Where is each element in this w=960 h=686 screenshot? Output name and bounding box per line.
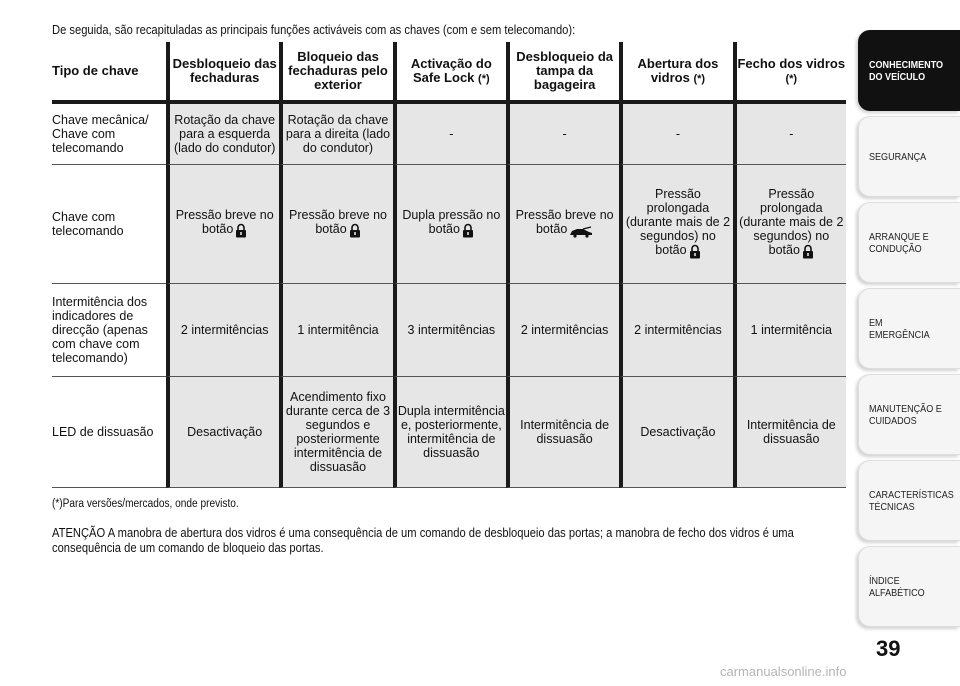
cell-text: Dupla pressão no botão: [402, 207, 501, 236]
table-cell: 3 intermitências: [393, 284, 506, 377]
cell-text: Pressão breve no botão: [175, 207, 274, 236]
tab-caracteristicas-tecnicas[interactable]: CARACTERÍSTICAS TÉCNICAS: [858, 460, 960, 541]
table-cell: -: [619, 104, 732, 165]
car-trunk-icon: [569, 226, 593, 241]
table-cell: [279, 165, 392, 284]
lock-icon: [462, 223, 474, 241]
lock-icon: [349, 223, 361, 241]
footnote: (*)Para versões/mercados, onde previsto.: [52, 498, 239, 510]
tab-indice-alfabetico[interactable]: ÍNDICE ALFABÉTICO: [858, 546, 960, 627]
table-cell: 2 intermitências: [506, 284, 619, 377]
table-row: [52, 165, 846, 284]
table-cell: 1 intermitência: [733, 284, 846, 377]
header-safe-lock: Activação do Safe Lock (*): [393, 42, 506, 104]
table-cell: -: [733, 104, 846, 165]
table-cell: Intermitência de dissuasão: [733, 377, 846, 488]
row-label: Chave mecânica/ Chave com telecomando: [52, 104, 166, 165]
header-window-open: Abertura dos vidros (*): [619, 42, 732, 104]
watermark: carmanualsonline.info: [720, 664, 847, 679]
row-label: Intermitência dos indicadores de direcção (apenas com chave com telecomando): [52, 284, 166, 377]
table-cell: Dupla intermitência e, posteriormente, intermitência de dissuasão: [393, 377, 506, 488]
table-cell: Desactivação: [166, 377, 279, 488]
cell-text: Pressão prolongada (durante mais de 2 segundos) no botão: [625, 186, 731, 257]
table-cell: [166, 165, 279, 284]
table-cell: 2 intermitências: [619, 284, 732, 377]
table-cell: Acendimento fixo durante cerca de 3 segundos e posteriormente intermitência de dissuasão: [279, 377, 392, 488]
lock-icon: [235, 223, 247, 241]
table-cell: -: [506, 104, 619, 165]
lock-icon: [689, 244, 701, 262]
table-header-row: [52, 42, 846, 104]
header-unlock: Desbloqueio das fechaduras: [166, 42, 279, 104]
key-functions-table: [52, 42, 846, 488]
intro-text: De seguida, são recapituladas as principais funções activáveis com as chaves (com e sem telecomando):: [52, 22, 576, 37]
row-label: Chave com telecomando: [52, 165, 166, 284]
header-trunk-unlock: Desbloqueio da tampa da bagageira: [506, 42, 619, 104]
table-cell: 2 intermitências: [166, 284, 279, 377]
table-row: [52, 284, 846, 377]
attention-note: ATENÇÃO A manobra de abertura dos vidros é uma consequência de um comando de desbloqueio das portas; a manobra de fecho dos vidros é uma consequência de um comando de bloqueio das portas.: [52, 525, 794, 555]
header-key-type: Tipo de chave: [52, 42, 166, 104]
table-cell: [733, 165, 846, 284]
header-lock: Bloqueio das fechaduras pelo exterior: [279, 42, 392, 104]
table-cell: Desactivação: [619, 377, 732, 488]
page-number: 39: [876, 636, 901, 661]
cell-text: Pressão prolongada (durante mais de 2 segundos) no botão: [739, 186, 844, 257]
table-cell: [393, 165, 506, 284]
table-cell: Rotação da chave para a esquerda (lado do condutor): [166, 104, 279, 165]
tab-manutencao-e-cuidados[interactable]: MANUTENÇÃO E CUIDADOS: [858, 374, 960, 455]
table-cell: Rotação da chave para a direita (lado do condutor): [279, 104, 392, 165]
table-row: [52, 377, 846, 488]
table-row: [52, 104, 846, 165]
table-cell: [506, 165, 619, 284]
table-cell: -: [393, 104, 506, 165]
table-cell: Intermitência de dissuasão: [506, 377, 619, 488]
header-window-close: Fecho dos vidros (*): [733, 42, 846, 104]
cell-text: Pressão breve no botão: [515, 207, 614, 236]
tab-arranque-e-conducao[interactable]: ARRANQUE E CONDUÇÃO: [858, 202, 960, 283]
table-cell: 1 intermitência: [279, 284, 392, 377]
tab-em-emergencia[interactable]: EM EMERGÊNCIA: [858, 288, 960, 369]
cell-text: Pressão breve no botão: [289, 207, 387, 236]
tab-seguranca[interactable]: SEGURANÇA: [858, 116, 960, 197]
tab-conhecimento-do-veiculo[interactable]: CONHECIMENTO DO VEÍCULO: [858, 30, 960, 111]
lock-icon: [802, 244, 814, 262]
section-sidebar: [858, 30, 960, 632]
row-label: LED de dissuasão: [52, 377, 166, 488]
table-cell: [619, 165, 732, 284]
